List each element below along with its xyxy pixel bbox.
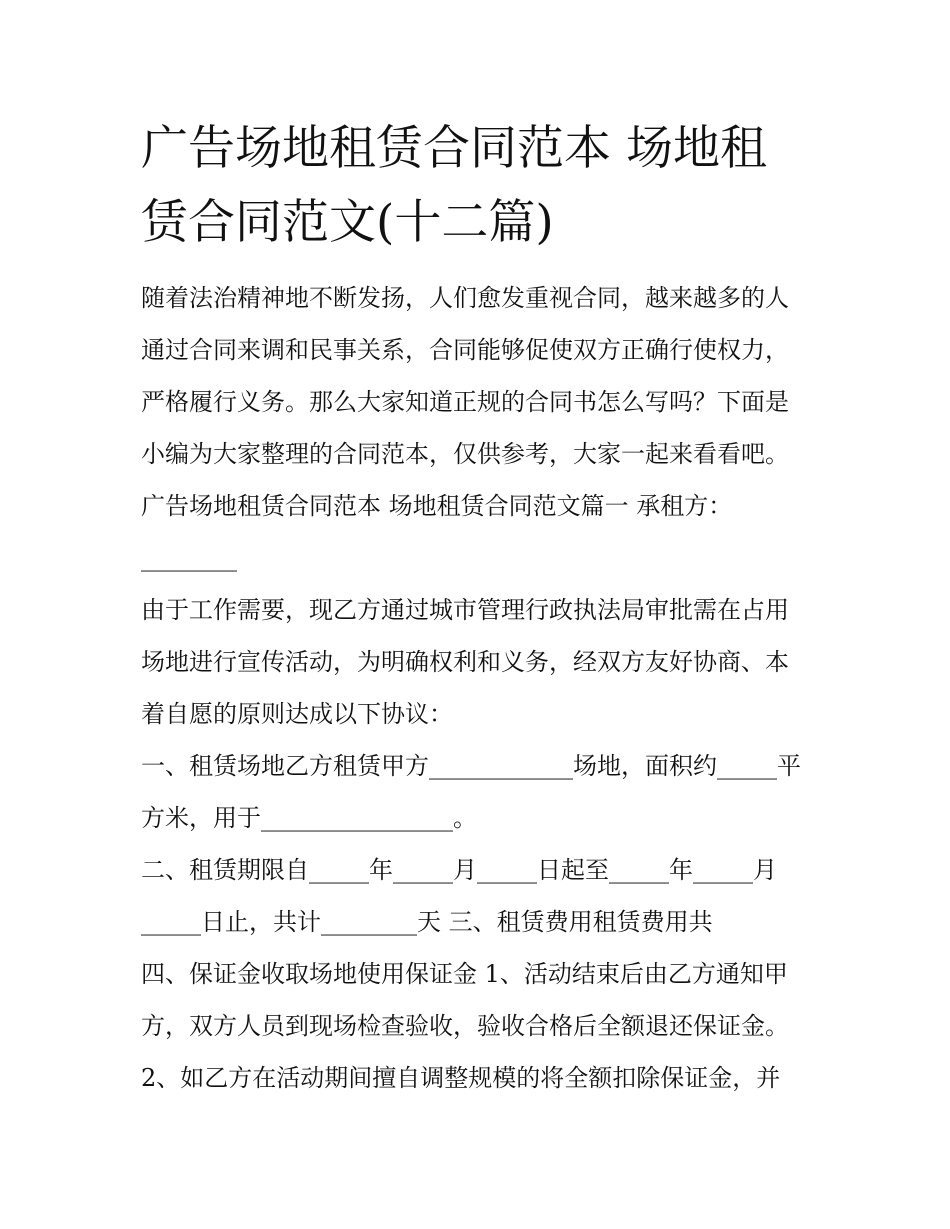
paragraph-line: 方米，用于________________。 bbox=[141, 804, 477, 832]
paragraph-line: 随着法治精神地不断发扬，人们愈发重视合同，越来越多的人 bbox=[141, 284, 789, 312]
paragraph-line: 四、保证金收取场地使用保证金 1、活动结束后由乙方通知甲 bbox=[141, 960, 788, 988]
blank-line: ________ bbox=[141, 544, 237, 572]
title-line: 赁合同范文(十二篇) bbox=[141, 195, 554, 250]
title-line: 广告场地租赁合同范本 场地租 bbox=[141, 121, 767, 176]
paragraph-line: 场地进行宣传活动，为明确权利和义务，经双方友好协商、本 bbox=[141, 648, 789, 676]
paragraph-line: 二、租赁期限自_____年_____月_____日起至_____年_____月 bbox=[141, 856, 777, 884]
paragraph-line: 小编为大家整理的合同范本，仅供参考，大家一起来看看吧。 bbox=[141, 440, 789, 468]
paragraph-line: 广告场地租赁合同范本 场地租赁合同范文篇一 承租方： bbox=[141, 492, 733, 520]
paragraph-line: 一、租赁场地乙方租赁甲方____________场地，面积约_____平 bbox=[141, 752, 801, 780]
paragraph-line: 由于工作需要，现乙方通过城市管理行政执法局审批需在占用 bbox=[141, 596, 789, 624]
document-body bbox=[141, 272, 831, 1104]
paragraph-line: 严格履行义务。那么大家知道正规的合同书怎么写吗？下面是 bbox=[141, 388, 789, 416]
paragraph-line: 方，双方人员到现场检查验收，验收合格后全额退还保证金。 bbox=[141, 1012, 789, 1040]
document-content bbox=[141, 112, 831, 1104]
paragraph-line: _____日止，共计________天 三、租赁费用租赁费用共 bbox=[141, 908, 713, 936]
paragraph-line: 着自愿的原则达成以下协议： bbox=[141, 700, 453, 728]
document-title bbox=[141, 112, 831, 260]
paragraph-line: 通过合同来调和民事关系，合同能够促使双方正确行使权力， bbox=[141, 336, 789, 364]
paragraph-line: 2、如乙方在活动期间擅自调整规模的将全额扣除保证金，并 bbox=[141, 1064, 781, 1092]
